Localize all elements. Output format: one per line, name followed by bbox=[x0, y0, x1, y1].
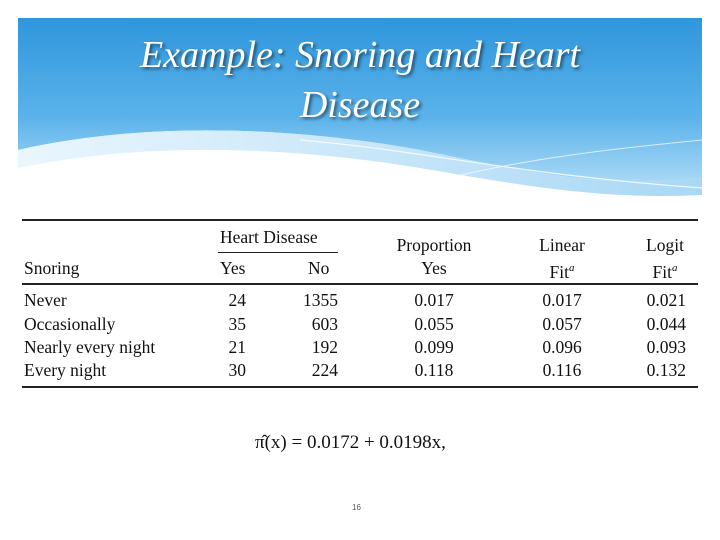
linear-fit-label: Fit bbox=[549, 261, 569, 282]
table-top-rule bbox=[22, 219, 698, 221]
heart-disease-group-header: Heart Disease bbox=[220, 227, 318, 247]
table-header-rule bbox=[22, 283, 698, 285]
linear-model-formula: π̂(x) = 0.0172 + 0.0198x, bbox=[255, 432, 446, 453]
slide-title-line1: Example: Snoring and Heart bbox=[139, 34, 581, 76]
logit-cell: 0.093 bbox=[646, 337, 686, 357]
no-header: No bbox=[308, 258, 330, 278]
proportion-cell: 0.017 bbox=[414, 290, 454, 310]
proportion-header-line1: Proportion bbox=[396, 235, 472, 255]
linear-footnote-mark: a bbox=[568, 262, 575, 274]
yes-cell: 30 bbox=[228, 360, 246, 380]
no-cell: 1355 bbox=[303, 290, 338, 310]
no-cell: 603 bbox=[311, 314, 338, 334]
heart-disease-group-rule bbox=[218, 252, 338, 253]
table-bottom-rule bbox=[22, 386, 698, 388]
logit-header-line2 bbox=[632, 257, 698, 283]
yes-cell: 24 bbox=[228, 290, 246, 310]
no-cell: 224 bbox=[311, 360, 338, 380]
proportion-header-line2: Yes bbox=[421, 258, 447, 278]
snoring-cell: Every night bbox=[24, 360, 107, 380]
linear-cell: 0.017 bbox=[542, 290, 582, 310]
slide-header-banner bbox=[0, 0, 720, 200]
logit-cell: 0.021 bbox=[646, 290, 686, 310]
logit-footnote-mark: a bbox=[671, 262, 678, 274]
linear-cell: 0.116 bbox=[542, 360, 582, 380]
logit-header-line1: Logit bbox=[646, 235, 684, 255]
snoring-cell: Occasionally bbox=[24, 314, 116, 334]
proportion-cell: 0.055 bbox=[414, 314, 454, 334]
proportion-cell: 0.099 bbox=[414, 337, 454, 357]
slide-title bbox=[60, 30, 660, 130]
snoring-cell: Nearly every night bbox=[24, 337, 156, 357]
snoring-header: Snoring bbox=[24, 258, 80, 278]
linear-header-line1: Linear bbox=[539, 235, 585, 255]
slide-title-line2: Disease bbox=[299, 84, 421, 126]
linear-cell: 0.096 bbox=[542, 337, 582, 357]
linear-cell: 0.057 bbox=[542, 314, 582, 334]
yes-cell: 35 bbox=[228, 314, 246, 334]
logit-cell: 0.132 bbox=[646, 360, 686, 380]
logit-fit-label: Fit bbox=[652, 261, 672, 282]
snoring-cell: Never bbox=[24, 290, 67, 310]
page-number: 16 bbox=[352, 503, 361, 512]
yes-header: Yes bbox=[220, 258, 246, 278]
no-cell: 192 bbox=[311, 337, 338, 357]
yes-cell: 21 bbox=[228, 337, 246, 357]
snoring-heart-disease-table bbox=[22, 219, 698, 389]
proportion-cell: 0.118 bbox=[414, 360, 454, 380]
logit-cell: 0.044 bbox=[646, 314, 686, 334]
linear-header-line2 bbox=[522, 257, 602, 283]
